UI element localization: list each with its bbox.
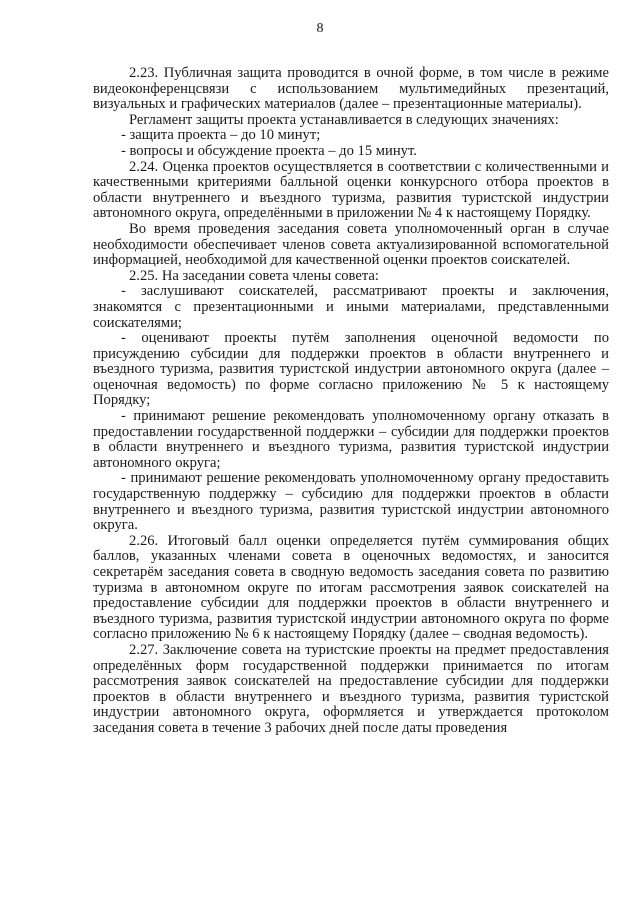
page-number: 8 <box>316 21 324 36</box>
list-item-defense-time: - защита проекта – до 10 минут; <box>121 127 321 144</box>
list-item-recommend-provide: - принимают решение рекомендовать уполномоченному органу предоставить государственную поддержку – субсидию для поддержки проектов в области внутреннего и въездного туризма, развития туристской индустрии автономного округа. <box>93 470 609 534</box>
list-item-hear-applicants: - заслушивают соискателей, рассматривают проекты и заключения, знакомятся с презентационными и иными материалами, представленными соискателями; <box>93 283 609 331</box>
list-item-recommend-refuse: - принимают решение рекомендовать уполномоченному органу отказать в предоставлении государственной поддержки – субсидии для поддержки проектов в области внутреннего и въездного туризма, развития туристской индустрии автономного округа; <box>93 408 609 471</box>
paragraph-2-27: 2.27. Заключение совета на туристские проекты на предмет предоставления определённых форм государственной поддержки принимается по итогам рассмотрения заявок соискателей на предоставление субсидии для поддержки проектов в области внутреннего и въездного туризма, развития туристской индустрии автономного округа, оформляется и утверждается протоколом заседания совета в течение 3 рабочих дней после даты проведения <box>93 641 609 736</box>
paragraph-meeting-info: Во время проведения заседания совета уполномоченный орган в случае необходимости обеспечивает членов совета актуализированной вспомогательной информацией, необходимой для качественной оценки проектов соискателей. <box>93 220 609 269</box>
paragraph-defense-regulation: Регламент защиты проекта устанавливается в следующих значениях: <box>129 111 559 128</box>
list-item-evaluate-projects: - оценивают проекты путём заполнения оценочной ведомости по присуждению субсидии для поддержки проектов в области внутреннего и въездного туризма, развития туристской индустрии автономного округа (далее – оценочная ведомость) по форме согласно приложению № 5 к настоящему Порядку; <box>93 330 609 409</box>
paragraph-2-24: 2.24. Оценка проектов осуществляется в соответствии с количественными и качественными критериями балльной оценки конкурсного отбора проектов в области внутреннего и въездного туризма, развития туристской индустрии автономного округа, определёнными в приложении № 4 к настоящему Порядку. <box>93 158 609 222</box>
paragraph-2-23: 2.23. Публичная защита проводится в очной форме, в том числе в режиме видеоконференцсвязи с использованием мультимедийных презентаций, визуальных и графических материалов (далее – презентационные материалы). <box>93 65 609 113</box>
paragraph-2-26: 2.26. Итоговый балл оценки определяется путём суммирования общих баллов, указанных членами совета в оценочных ведомостях, и заносится секретарём заседания совета в сводную ведомость заседания совета по развитию туризма в автономном округе по итогам рассмотрения заявок соискателей на предоставление субсидии для поддержки проектов в области внутреннего и въездного туризма, развития туристской индустрии автономного округа по форме согласно приложению № 6 к настоящему Порядку (далее – сводная ведомость). <box>93 532 609 643</box>
document-body <box>93 66 609 737</box>
paragraph-2-25: 2.25. На заседании совета члены совета: <box>129 267 379 284</box>
list-item-discussion-time: - вопросы и обсуждение проекта – до 15 минут. <box>121 142 417 159</box>
